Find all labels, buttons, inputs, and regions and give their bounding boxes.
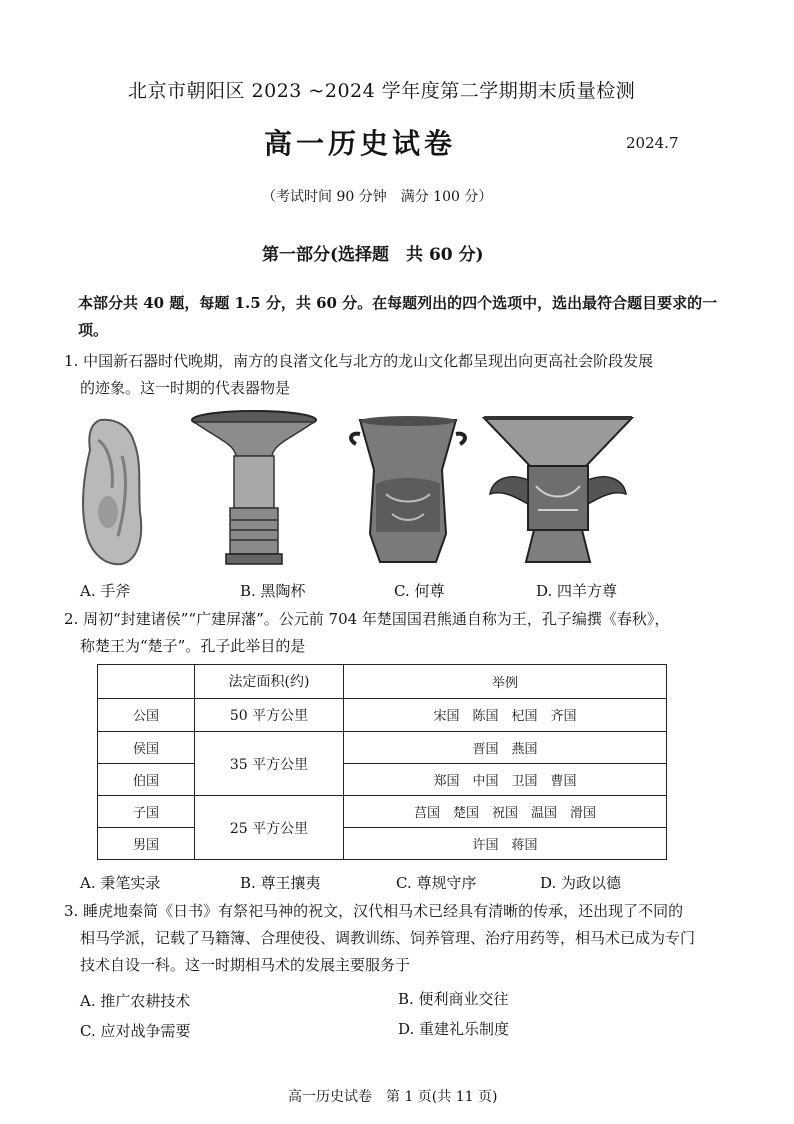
rank-cell: 公国	[98, 698, 195, 732]
table-row	[98, 827, 667, 859]
he-zun-image	[346, 414, 470, 566]
q2-option-b[interactable]: B. 尊王攘夷	[240, 874, 321, 892]
exam-date: 2024.7	[626, 134, 679, 152]
q3-option-d[interactable]: D. 重建礼乐制度	[398, 1020, 510, 1038]
table-row	[98, 764, 667, 796]
question-1	[64, 348, 724, 402]
hand-axe-image	[78, 416, 148, 568]
rank-cell: 侯国	[98, 732, 195, 764]
exam-subtitle: 北京市朝阳区 2023 ~2024 学年度第二学期期末质量检测	[128, 80, 636, 102]
section-title: 第一部分(选择题 共 60 分)	[262, 245, 484, 265]
q2-option-c[interactable]: C. 尊规守序	[396, 874, 477, 892]
area-cell: 25 平方公里	[195, 796, 344, 860]
q3-option-b[interactable]: B. 便利商业交往	[398, 990, 509, 1008]
question-2	[64, 606, 724, 660]
q3-option-a[interactable]: A. 推广农耕技术	[80, 992, 191, 1010]
question-3-line-2: 相马学派，记载了马籍簿、合理使役、调教训练、饲养管理、治疗用药等，相马术已成为专门	[80, 929, 696, 947]
table-header-cell: 法定面积(约)	[195, 665, 344, 699]
table-row	[98, 796, 667, 828]
four-goat-zun-image	[478, 410, 638, 568]
area-cell: 50 平方公里	[195, 698, 344, 732]
table-header-cell: 举例	[344, 665, 667, 699]
table-row	[98, 698, 667, 732]
question-2-line-2: 称楚王为“楚子”。孔子此举目的是	[80, 637, 306, 655]
rank-cell: 子国	[98, 796, 195, 828]
q1-option-b[interactable]: B. 黑陶杯	[240, 582, 306, 600]
table-header-row	[98, 665, 667, 699]
question-3	[64, 898, 704, 979]
example-cell: 郑国 中国 卫国 曹国	[344, 764, 667, 796]
table-header-cell	[98, 665, 195, 699]
q2-option-d[interactable]: D. 为政以德	[540, 874, 622, 892]
area-cell: 35 平方公里	[195, 732, 344, 796]
question-2-line-1: 2. 周初“封建诸侯”“广建屏藩”。公元前 704 年楚国国君熊通自称为王，孔子编撰《春秋》，	[64, 610, 670, 628]
example-cell: 莒国 楚国 祝国 温国 滑国	[344, 796, 667, 828]
artifact-images	[78, 410, 638, 574]
rank-cell: 伯国	[98, 764, 195, 796]
example-cell: 宋国 陈国 杞国 齐国	[344, 698, 667, 732]
q1-option-c[interactable]: C. 何尊	[394, 582, 445, 600]
black-pottery-cup-image	[190, 410, 318, 568]
table-row	[98, 732, 667, 764]
page-footer: 高一历史试卷 第 1 页(共 11 页)	[288, 1089, 498, 1105]
question-1-line-1: 1. 中国新石器时代晚期，南方的良渚文化与北方的龙山文化都呈现出向更高社会阶段发展	[64, 352, 654, 370]
feudal-states-table	[97, 664, 667, 860]
example-cell: 许国 蒋国	[344, 827, 667, 859]
section-intro: 本部分共 40 题，每题 1.5 分，共 60 分。在每题列出的四个选项中，选出最符合题目要求的一项。	[78, 294, 718, 339]
example-cell: 晋国 燕国	[344, 732, 667, 764]
question-3-line-1: 3. 睡虎地秦简《日书》有祭祀马神的祝文，汉代相马术已经具有清晰的传承，还出现了不同的	[64, 902, 684, 920]
q1-option-d[interactable]: D. 四羊方尊	[536, 582, 618, 600]
question-1-line-2: 的迹象。这一时期的代表器物是	[80, 379, 291, 397]
q1-option-a[interactable]: A. 手斧	[80, 582, 131, 600]
question-3-line-3: 技术自设一科。这一时期相马术的发展主要服务于	[80, 956, 411, 974]
page-title: 高一历史试卷	[264, 127, 457, 160]
exam-time-note: （考试时间 90 分钟 满分 100 分）	[262, 189, 493, 205]
rank-cell: 男国	[98, 827, 195, 859]
q3-option-c[interactable]: C. 应对战争需要	[80, 1022, 191, 1040]
q2-option-a[interactable]: A. 秉笔实录	[80, 874, 161, 892]
